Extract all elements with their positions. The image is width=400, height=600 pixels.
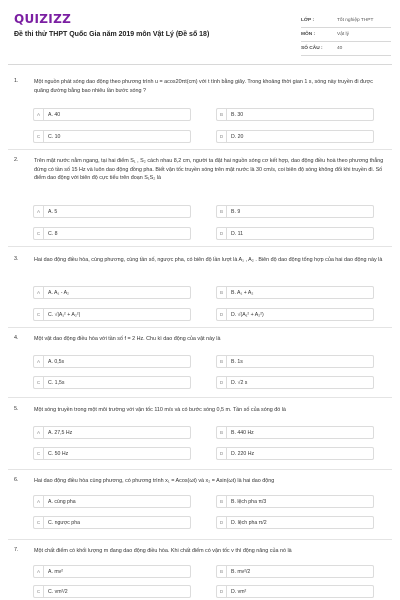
option-text: C. vm²/2 xyxy=(48,588,68,595)
option-d[interactable] xyxy=(216,516,374,529)
option-text: C. 50 Hz xyxy=(48,450,69,457)
option-text: B. mv²/2 xyxy=(231,568,251,575)
question-divider xyxy=(8,539,392,540)
option-letter: B xyxy=(217,496,227,507)
option-letter: B xyxy=(217,206,227,217)
option-c[interactable] xyxy=(33,130,191,143)
option-letter: B xyxy=(217,109,227,120)
option-c[interactable] xyxy=(33,447,191,460)
question-divider xyxy=(8,327,392,328)
question-text: Một chất điểm có khối lượng m đang dao động điều hòa. Khi chất điểm có vận tốc v thì động năng của nó là xyxy=(34,548,292,554)
option-c[interactable] xyxy=(33,585,191,598)
option-text: D. vm² xyxy=(231,588,247,595)
option-letter: A xyxy=(34,356,44,367)
option-letter: D xyxy=(217,517,227,528)
option-text: C. 1,5s xyxy=(48,379,65,386)
option-c[interactable] xyxy=(33,308,191,321)
meta-row-subject xyxy=(301,28,391,42)
option-letter: C xyxy=(34,448,44,459)
option-letter: C xyxy=(34,131,44,142)
option-letter: D xyxy=(217,228,227,239)
page-header xyxy=(0,0,400,66)
option-a[interactable] xyxy=(33,426,191,439)
option-letter: A xyxy=(34,287,44,298)
meta-row-count xyxy=(301,42,391,56)
option-letter: B xyxy=(217,427,227,438)
option-text: D. 220 Hz xyxy=(231,450,255,457)
option-d[interactable] xyxy=(216,130,374,143)
option-text: D. lệch pha π/2 xyxy=(231,519,267,526)
option-text: A. A₁ - A₂ xyxy=(48,289,70,296)
option-letter: A xyxy=(34,109,44,120)
option-a[interactable] xyxy=(33,286,191,299)
meta-label: MÔN : xyxy=(301,32,316,37)
option-text: A. 0,5s xyxy=(48,358,65,365)
question-number: 3. xyxy=(14,256,19,262)
meta-table xyxy=(301,14,391,56)
meta-row-class xyxy=(301,14,391,28)
option-text: A. cùng pha xyxy=(48,498,76,505)
question-text: Một vật dao động điều hòa với tần số f = 2 Hz. Chu kì dao động của vật này là xyxy=(34,336,221,342)
option-letter: D xyxy=(217,131,227,142)
option-letter: C xyxy=(34,517,44,528)
option-text: B. 30 xyxy=(231,111,244,118)
option-d[interactable] xyxy=(216,585,374,598)
question-number: 5. xyxy=(14,406,19,412)
option-text: A. 27,5 Hz xyxy=(48,429,73,436)
option-a[interactable] xyxy=(33,355,191,368)
option-letter: B xyxy=(217,287,227,298)
option-d[interactable] xyxy=(216,227,374,240)
option-text: D. 20 xyxy=(231,133,244,140)
option-a[interactable] xyxy=(33,495,191,508)
meta-value: 40 xyxy=(337,46,343,51)
option-text: C. 10 xyxy=(48,133,61,140)
option-text: C. √|A₁² + A₂²| xyxy=(48,311,80,318)
question-divider xyxy=(8,469,392,470)
meta-label: LỚP : xyxy=(301,18,315,23)
option-c[interactable] xyxy=(33,227,191,240)
quizizz-logo: QUIZIZZ xyxy=(14,12,72,26)
option-b[interactable] xyxy=(216,495,374,508)
question-text: Hai dao động điều hòa, cùng phương, cùng tần số, ngược pha, có biên độ lần lượt là A₁ , A₂ . Biên độ dao động tổng hợp của hai dao động này là xyxy=(34,257,383,263)
option-b[interactable] xyxy=(216,286,374,299)
option-letter: B xyxy=(217,566,227,577)
question-divider xyxy=(8,149,392,150)
question-text: Hai dao động điều hòa cùng phương, có phương trình x₁ = Acos(ωt) và x₂ = Asin(ωt) là hai dao động xyxy=(34,478,275,484)
option-a[interactable] xyxy=(33,108,191,121)
question-number: 1. xyxy=(14,78,19,84)
option-text: D. √(A₁² + A₂²) xyxy=(231,311,264,318)
option-text: B. 440 Hz xyxy=(231,429,254,436)
option-b[interactable] xyxy=(216,355,374,368)
option-text: A. 5 xyxy=(48,208,58,215)
option-text: D. 11 xyxy=(231,230,244,237)
option-a[interactable] xyxy=(33,565,191,578)
option-a[interactable] xyxy=(33,205,191,218)
option-text: C. ngược pha xyxy=(48,519,80,526)
meta-label: SỐ CÂU : xyxy=(301,46,323,51)
option-c[interactable] xyxy=(33,376,191,389)
option-letter: D xyxy=(217,448,227,459)
option-text: D. √2 s xyxy=(231,379,248,386)
option-text: B. lệch pha π/3 xyxy=(231,498,267,505)
option-letter: A xyxy=(34,206,44,217)
question-text: Một nguồn phát sóng dao động theo phương trình u = acos20πt(cm) với t tính bằng giây. Trong khoảng thời gian 1 s, sóng này truyền đi được quãng đường bằng bao nhiêu lần bước sóng ? xyxy=(34,79,373,94)
question-text: Một sóng truyền trong một môi trường với vận tốc 110 m/s và có bước sóng 0,5 m. Tần số của sóng đó là xyxy=(34,407,286,413)
option-text: A. mv² xyxy=(48,568,63,575)
option-b[interactable] xyxy=(216,205,374,218)
question-number: 2. xyxy=(14,157,19,163)
option-b[interactable] xyxy=(216,565,374,578)
question-number: 4. xyxy=(14,335,19,341)
option-c[interactable] xyxy=(33,516,191,529)
option-text: B. A₁ + A₂ xyxy=(231,289,254,296)
option-letter: C xyxy=(34,228,44,239)
option-b[interactable] xyxy=(216,108,374,121)
option-text: B. 9 xyxy=(231,208,241,215)
meta-value: Tốt nghiệp THPT xyxy=(337,18,374,23)
meta-value: Vật lý xyxy=(337,32,349,37)
question-number: 6. xyxy=(14,477,19,483)
option-letter: C xyxy=(34,586,44,597)
option-letter: A xyxy=(34,427,44,438)
option-d[interactable] xyxy=(216,447,374,460)
option-letter: C xyxy=(34,309,44,320)
question-divider xyxy=(8,397,392,398)
option-b[interactable] xyxy=(216,426,374,439)
option-text: B. 1s xyxy=(231,358,243,365)
option-letter: D xyxy=(217,377,227,388)
option-letter: B xyxy=(217,356,227,367)
question-divider xyxy=(8,246,392,247)
option-d[interactable] xyxy=(216,376,374,389)
option-letter: A xyxy=(34,496,44,507)
header-divider xyxy=(8,64,392,65)
option-letter: D xyxy=(217,309,227,320)
option-letter: D xyxy=(217,586,227,597)
page-title: Đề thi thử THPT Quốc Gia năm 2019 môn Vật Lý (Đề số 18) xyxy=(14,31,210,38)
option-letter: A xyxy=(34,566,44,577)
question-text: Trên mặt nước nằm ngang, tại hai điểm S₁ , S₂ cách nhau 8,2 cm, người ta đặt hai nguồn sóng cơ kết hợp, dao động điều hoà theo phương thẳng đứng có tần số 15 Hz và luôn dao động đồng pha. Biết vận tốc truyền sóng trên mặt nước là 30 cm/s, coi biên độ sóng không đổi khi truyền đi. Số điểm dao động với biên độ cực tiểu trên đoạn S₁S₂ là xyxy=(34,158,384,182)
question-number: 7. xyxy=(14,547,19,553)
option-letter: C xyxy=(34,377,44,388)
option-d[interactable] xyxy=(216,308,374,321)
option-text: C. 8 xyxy=(48,230,58,237)
option-text: A. 40 xyxy=(48,111,61,118)
